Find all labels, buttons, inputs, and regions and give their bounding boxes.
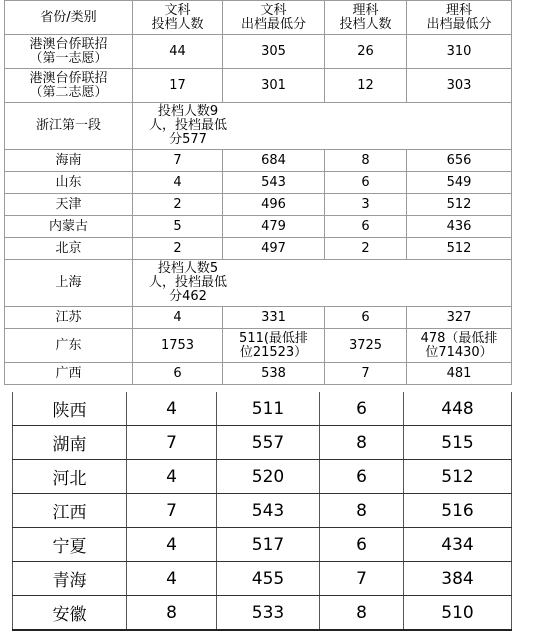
wen-count-cell: 1753	[133, 329, 223, 363]
li-min-cell	[407, 329, 512, 363]
wen-count-cell: 4	[127, 392, 217, 426]
wen-count-cell: 5	[133, 216, 223, 238]
zhejiang-note	[133, 103, 512, 150]
wen-min-cell: 533	[217, 596, 320, 631]
wen-count-cell: 2	[133, 194, 223, 216]
wen-min-cell: 684	[223, 150, 325, 172]
table-row	[5, 216, 512, 238]
province-cell: 上海	[5, 260, 133, 307]
wen-count-cell: 4	[127, 528, 217, 562]
li-count-cell: 6	[320, 528, 404, 562]
table-row	[13, 426, 512, 460]
province-line1: 港澳台侨联招	[29, 36, 108, 52]
li-count-cell: 8	[320, 494, 404, 528]
table-row-zhejiang	[5, 103, 512, 150]
zhejiang-note-line2: 人，投档最低	[148, 118, 227, 133]
wen-count-cell: 4	[133, 172, 223, 194]
li-min-line1: 478（最低排	[420, 330, 498, 346]
li-min-cell: 515	[404, 426, 512, 460]
li-min-cell: 512	[404, 460, 512, 494]
shanghai-note-line1: 投档人数5	[157, 261, 219, 276]
li-count-cell: 3	[325, 194, 407, 216]
table-row	[5, 329, 512, 363]
wen-count-cell: 8	[127, 596, 217, 631]
li-count-cell: 7	[325, 363, 407, 385]
wen-count-cell: 7	[133, 150, 223, 172]
header-li-count-line1: 理科	[352, 2, 379, 18]
table-row	[13, 528, 512, 562]
province-cell: 天津	[5, 194, 133, 216]
li-count-cell: 6	[320, 460, 404, 494]
zhejiang-note-line3: 分577	[169, 132, 207, 147]
wen-min-cell: 543	[223, 172, 325, 194]
li-min-cell: 327	[407, 307, 512, 329]
table-header-row	[5, 1, 512, 35]
province-cell: 海南	[5, 150, 133, 172]
wen-min-cell: 479	[223, 216, 325, 238]
li-count-cell: 12	[325, 69, 407, 103]
wen-count-cell: 4	[127, 460, 217, 494]
header-wen-min-line2: 出档最低分	[240, 16, 306, 32]
li-count-cell: 7	[320, 562, 404, 596]
province-cell: 广西	[5, 363, 133, 385]
table-row	[5, 194, 512, 216]
header-wen-count-line1: 文科	[164, 2, 191, 18]
table-row	[5, 69, 512, 103]
province-cell: 江西	[13, 494, 127, 528]
province-cell: 陕西	[13, 392, 127, 426]
li-min-cell: 481	[407, 363, 512, 385]
wen-count-cell: 4	[133, 307, 223, 329]
wen-min-cell: 496	[223, 194, 325, 216]
header-wen-min-line1: 文科	[260, 2, 287, 18]
table-row	[5, 307, 512, 329]
li-min-cell: 303	[407, 69, 512, 103]
shanghai-note	[133, 260, 512, 307]
table-row	[13, 392, 512, 426]
wen-min-cell: 543	[217, 494, 320, 528]
li-count-cell: 6	[325, 172, 407, 194]
province-cell: 内蒙古	[5, 216, 133, 238]
li-min-cell: 512	[407, 194, 512, 216]
wen-min-cell: 301	[223, 69, 325, 103]
li-count-cell: 8	[320, 596, 404, 631]
table-row	[13, 460, 512, 494]
province-cell: 北京	[5, 238, 133, 260]
wen-count-cell: 17	[133, 69, 223, 103]
province-cell	[5, 69, 133, 103]
wen-count-cell: 6	[133, 363, 223, 385]
li-min-cell: 436	[407, 216, 512, 238]
li-count-cell: 26	[325, 35, 407, 69]
table-row	[13, 494, 512, 528]
header-wen-count-line2: 投档人数	[151, 16, 204, 32]
province-cell: 河北	[13, 460, 127, 494]
li-min-cell: 310	[407, 35, 512, 69]
province-cell: 浙江第一段	[5, 103, 133, 150]
li-min-cell: 549	[407, 172, 512, 194]
table-row	[5, 35, 512, 69]
shanghai-note-line3: 分462	[169, 289, 207, 304]
province-cell: 山东	[5, 172, 133, 194]
li-min-cell: 384	[404, 562, 512, 596]
li-count-cell: 8	[325, 150, 407, 172]
province-cell: 安徽	[13, 596, 127, 631]
li-count-cell: 2	[325, 238, 407, 260]
wen-min-cell: 455	[217, 562, 320, 596]
li-count-cell: 8	[320, 426, 404, 460]
province-cell: 广东	[5, 329, 133, 363]
province-cell: 青海	[13, 562, 127, 596]
wen-min-cell: 520	[217, 460, 320, 494]
li-min-cell: 516	[404, 494, 512, 528]
table-row	[5, 172, 512, 194]
li-count-cell: 3725	[325, 329, 407, 363]
li-count-cell: 6	[325, 216, 407, 238]
wen-min-cell: 331	[223, 307, 325, 329]
table-row-shanghai	[5, 260, 512, 307]
li-min-cell: 512	[407, 238, 512, 260]
header-wen-count	[133, 1, 223, 35]
province-cell: 宁夏	[13, 528, 127, 562]
wen-count-cell: 44	[133, 35, 223, 69]
table-row	[13, 596, 512, 631]
wen-min-cell: 538	[223, 363, 325, 385]
wen-min-cell: 511	[217, 392, 320, 426]
li-min-line2: 位71430）	[425, 344, 493, 360]
wen-min-cell	[223, 329, 325, 363]
wen-count-cell: 7	[127, 494, 217, 528]
header-li-min	[407, 1, 512, 35]
province-cell: 湖南	[13, 426, 127, 460]
province-line2: （第一志愿）	[29, 50, 108, 66]
li-min-cell: 434	[404, 528, 512, 562]
shanghai-note-line2: 人，投档最低	[148, 275, 227, 290]
wen-min-cell: 305	[223, 35, 325, 69]
table-row	[5, 238, 512, 260]
table-row	[5, 150, 512, 172]
wen-min-cell: 517	[217, 528, 320, 562]
wen-min-line2: 位21523）	[239, 344, 308, 360]
header-li-count-line2: 投档人数	[339, 16, 392, 32]
admission-table-upper	[4, 0, 512, 385]
wen-min-line1: 511(最低排	[239, 330, 308, 346]
table-row	[5, 363, 512, 385]
wen-count-cell: 2	[133, 238, 223, 260]
header-li-count	[325, 1, 407, 35]
li-min-cell: 656	[407, 150, 512, 172]
header-province: 省份/类别	[5, 1, 133, 35]
wen-count-cell: 7	[127, 426, 217, 460]
zhejiang-note-line1: 投档人数9	[157, 104, 219, 119]
table-row	[13, 562, 512, 596]
header-li-min-line1: 理科	[445, 2, 472, 18]
wen-min-cell: 497	[223, 238, 325, 260]
wen-count-cell: 4	[127, 562, 217, 596]
header-wen-min	[223, 1, 325, 35]
province-cell	[5, 35, 133, 69]
province-cell: 江苏	[5, 307, 133, 329]
li-count-cell: 6	[320, 392, 404, 426]
li-min-cell: 510	[404, 596, 512, 631]
admission-table-lower	[12, 392, 512, 631]
province-line1: 港澳台侨联招	[29, 70, 108, 86]
wen-min-cell: 557	[217, 426, 320, 460]
header-li-min-line2: 出档最低分	[426, 16, 492, 32]
province-line2: （第二志愿）	[29, 84, 108, 100]
li-count-cell: 6	[325, 307, 407, 329]
li-min-cell: 448	[404, 392, 512, 426]
